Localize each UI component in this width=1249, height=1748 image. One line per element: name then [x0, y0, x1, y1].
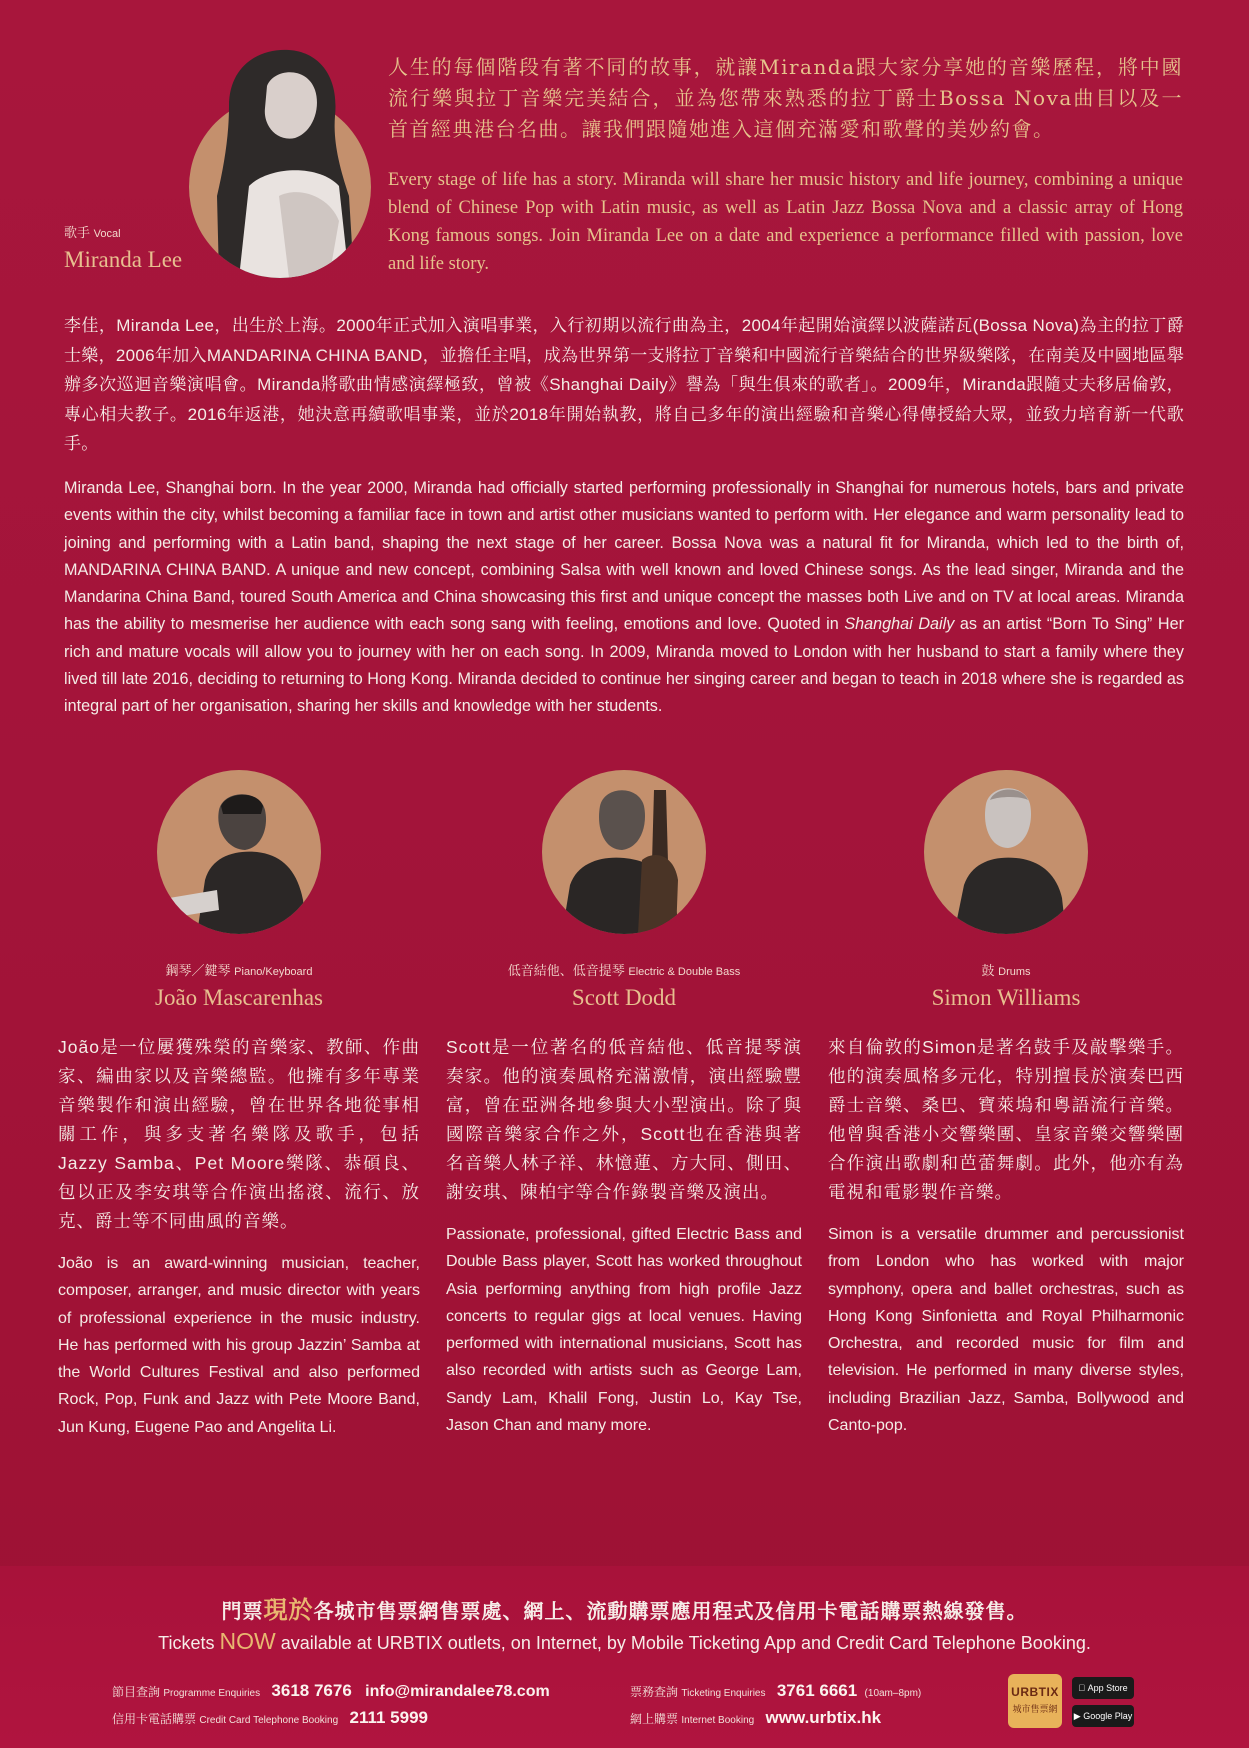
singer-bio-en — [64, 475, 1184, 721]
credit-phone[interactable]: 2111 5999 — [349, 1708, 428, 1727]
musician-bio-zh: Scott是一位著名的低音結他、低音提琴演奏家。他的演奏風格充滿激情，演出經驗豐富，曾在亞洲各地參與大小型演出。除了與國際音樂家合作之外，Scott也在香港與著名音樂人林子祥、林憶蓮、方大同、側田、謝安琪、陳柏宇等合作錄製音樂及演出。 — [446, 1037, 802, 1202]
singer-name: Miranda Lee — [64, 247, 183, 272]
credit-label-en: Credit Card Telephone Booking — [199, 1715, 339, 1726]
programme-label-en: Programme Enquiries — [163, 1688, 261, 1699]
apple-icon — [1078, 1683, 1085, 1693]
musician-role-zh: 鼓 — [981, 963, 995, 978]
ticketing-label-en: Ticketing Enquiries — [681, 1688, 766, 1699]
musician-simon — [828, 770, 1184, 1439]
singer-silhouette — [189, 46, 371, 278]
intro-text-zh: 人生的每個階段有著不同的故事，就讓Miranda跟大家分享她的音樂歷程，將中國流行樂與拉丁音樂完美結合，並為您帶來熟悉的拉丁爵士Bossa Nova曲目以及一首首經典港台名曲。讓我們跟隨她進入這個充滿愛和歌聲的美妙約會。 — [388, 55, 1183, 141]
app-store-badge[interactable] — [1072, 1677, 1134, 1699]
singer-bio-zh: 李佳，Miranda Lee，出生於上海。2000年正式加入演唱事業，入行初期以流行曲為主，2004年起開始演繹以波薩諾瓦(Bossa Nova)為主的拉丁爵士樂，2006年加入MANDARINA CHINA BAND，並擔任主唱，成為世界第一支將拉丁音樂和中國流行音樂結合的世界級樂隊，在南美及中國地區舉辦多次巡迴音樂演唱會。Miranda將歌曲情感演繹極致，曾被《Shanghai Daily》譽為「與生俱來的歌者」。2009年，Miranda跟隨丈夫移居倫敦，專心相夫教子。2016年返港，她決意再續歌唱事業，並於2018年開始執教，將自己多年的演出經驗和音樂心得傳授給大眾，並致力培育新一代歌手。 — [64, 316, 1184, 453]
musician-name: Scott Dodd — [571, 985, 677, 1010]
tickets-en-after: available at URBTIX outlets, on Internet, by Mobile Ticketing App and Credit Card Telephone Booking. — [275, 1633, 1091, 1653]
musician-photo-scott — [542, 770, 706, 934]
musician-name: João Mascarenhas — [155, 985, 323, 1010]
programme-enquiries — [112, 1681, 550, 1701]
ticketing-hours: (10am–8pm) — [864, 1688, 922, 1699]
programme-phone[interactable]: 3618 7676 — [271, 1681, 352, 1700]
musician-role-zh: 鋼琴／鍵琴 — [165, 963, 231, 978]
musician-role-en: Piano/Keyboard — [234, 966, 313, 978]
tickets-en-now: NOW — [219, 1628, 276, 1654]
musician-role-en: Electric & Double Bass — [628, 966, 741, 978]
tickets-zh-before: 門票 — [221, 1601, 264, 1623]
musician-bio-zh: João是一位屢獲殊榮的音樂家、教師、作曲家、編曲家以及音樂總監。他擁有多年專業音樂製作和演出經驗，曾在世界各地從事相關工作，與多支著名樂隊及歌手，包括Jazzy Samba、Pet Moore樂隊、恭碩良、包以正及李安琪等合作演出搖滾、流行、放克、爵士等不同曲風的音樂。 — [58, 1037, 420, 1231]
musician-bio-zh: 來自倫敦的Simon是著名鼓手及敲擊樂手。他的演奏風格多元化，特別擅長於演奏巴西爵士音樂、桑巴、寶萊塢和粵語流行音樂。他曾與香港小交響樂團、皇家音樂交響樂團合作演出歌劇和芭蕾舞劇。此外，他亦有為電視和電影製作音樂。 — [828, 1037, 1184, 1202]
programme-email-link[interactable]: info@mirandalee78.com — [365, 1683, 550, 1700]
app-store-label: App Store — [1082, 1683, 1124, 1693]
internet-booking — [630, 1708, 881, 1728]
ticketing-phone[interactable]: 3761 6661 — [776, 1681, 858, 1700]
urbtix-logo-en: URBTIX — [1011, 1685, 1059, 1699]
musician-joao — [58, 770, 420, 1441]
credit-card-booking — [112, 1708, 428, 1728]
ticketing-enquiries — [630, 1681, 921, 1701]
intro-text-en: Every stage of life has a story. Miranda will share her music history and life journey, combining a unique blend of Chinese Pop with Latin music, as well as Latin Jazz Bossa Nova and a classic array of Hong Kong famous songs. Join Miranda Lee on a date and experience a performance filled with passion, love and life story. — [388, 170, 1183, 274]
musician-scott — [446, 770, 802, 1439]
internet-label-zh: 網上購票 — [630, 1712, 679, 1726]
ticketing-label-zh: 票務查詢 — [630, 1685, 679, 1699]
drummer-silhouette — [924, 770, 1088, 934]
tickets-notice-en — [0, 1628, 1249, 1655]
bassist-silhouette — [542, 770, 706, 934]
musician-bio-en: Simon is a versatile drummer and percussionist from London who has worked with major symphony, opera and ballet orchestras, such as Hong Kong Sinfonietta and Royal Philharmonic Orchestra, and recorded music for film and television. He performed in many diverse styles, including Brazilian Jazz, Samba, Bollywood and Canto-pop. — [828, 1226, 1184, 1435]
urbtix-logo-zh: 城市售票網 — [1012, 1704, 1058, 1714]
tickets-en-before: Tickets — [158, 1633, 220, 1653]
singer-portrait — [189, 46, 371, 278]
singer-role-en: Vocal — [93, 228, 121, 240]
pianist-silhouette — [157, 770, 321, 934]
tickets-notice-zh — [0, 1590, 1249, 1625]
singer-bio-en-part1: Miranda Lee, Shanghai born. In the year 2000, Miranda had officially started performing professionally in Shanghai for numerous hotels, bars and private events within the city, whilst becoming a familiar face in town and artist other musicians wanted to perform with. Her elegance and warm personality lead to joining and performing with a Latin band, shaping the next stage of her career. Bossa Nova was a natural fit for Miranda, which led to the birth of, MANDARINA CHINA BAND. A unique and new concept, combining Salsa with well known and loved Chinese songs. As the lead singer, Miranda and the Mandarina China Band, toured South America and China showcasing this first and unique concept the masses both Live and on TV at local areas. Miranda has the ability to mesmerise her audience with each song sang with feeling, emotions and love. Quoted in — [64, 479, 1184, 634]
tickets-zh-after: 各城市售票網售票處、網上、流動購票應用程式及信用卡電話購票熱線發售。 — [313, 1601, 1028, 1623]
singer-bio-en-part2: as an artist “Born To Sing” Her rich and mature vocals will allow you to journey with her on each song. In 2009, Miranda moved to London with her husband to start a family where they lived till late 2016, deciding to returning to Hong Kong. Miranda decided to continue her singing career and began to teach in 2018 where she is regarded as integral part of her organisation, sharing her skills and knowledge with her students. — [64, 615, 1184, 716]
musician-bio-en: João is an award-winning musician, teacher, composer, arranger, and music director with years of professional experience in the music industry. He has performed with his group Jazzin’ Samba at the World Cultures Festival and also performed Rock, Pop, Funk and Jazz with Pete Moore Band, Jun Kung, Eugene Pao and Angelita Li. — [58, 1255, 420, 1436]
credit-label-zh: 信用卡電話購票 — [112, 1712, 197, 1726]
singer-role-zh: 歌手 — [64, 225, 91, 240]
musician-name: Simon Williams — [931, 985, 1081, 1010]
urbtix-website-link[interactable]: www.urbtix.hk — [765, 1708, 882, 1727]
tickets-zh-now: 現於 — [263, 1597, 314, 1624]
singer-bio-en-quote-source: Shanghai Daily — [844, 615, 955, 634]
play-icon: ▶ — [1073, 1711, 1081, 1721]
urbtix-logo[interactable] — [1008, 1674, 1062, 1728]
google-play-label: Google Play — [1083, 1711, 1133, 1721]
programme-label-zh: 節目查詢 — [112, 1685, 161, 1699]
musician-bio-en: Passionate, professional, gifted Electric Bass and Double Bass player, Scott has worked throughout Asia performing anything from high profile Jazz concerts to regular gigs at local venues. Having performed with international musicians, Scott has also recorded with artists such as George Lam, Sandy Lam, Khalil Fong, Justin Lo, Kay Tse, Jason Chan and many more. — [446, 1226, 802, 1435]
musician-photo-simon — [924, 770, 1088, 934]
internet-label-en: Internet Booking — [681, 1715, 755, 1726]
musician-role-zh: 低音結他、低音提琴 — [507, 963, 625, 978]
musician-role-en: Drums — [998, 966, 1031, 978]
singer-role — [64, 222, 121, 241]
musician-photo-joao — [157, 770, 321, 934]
google-play-badge[interactable] — [1072, 1705, 1134, 1727]
